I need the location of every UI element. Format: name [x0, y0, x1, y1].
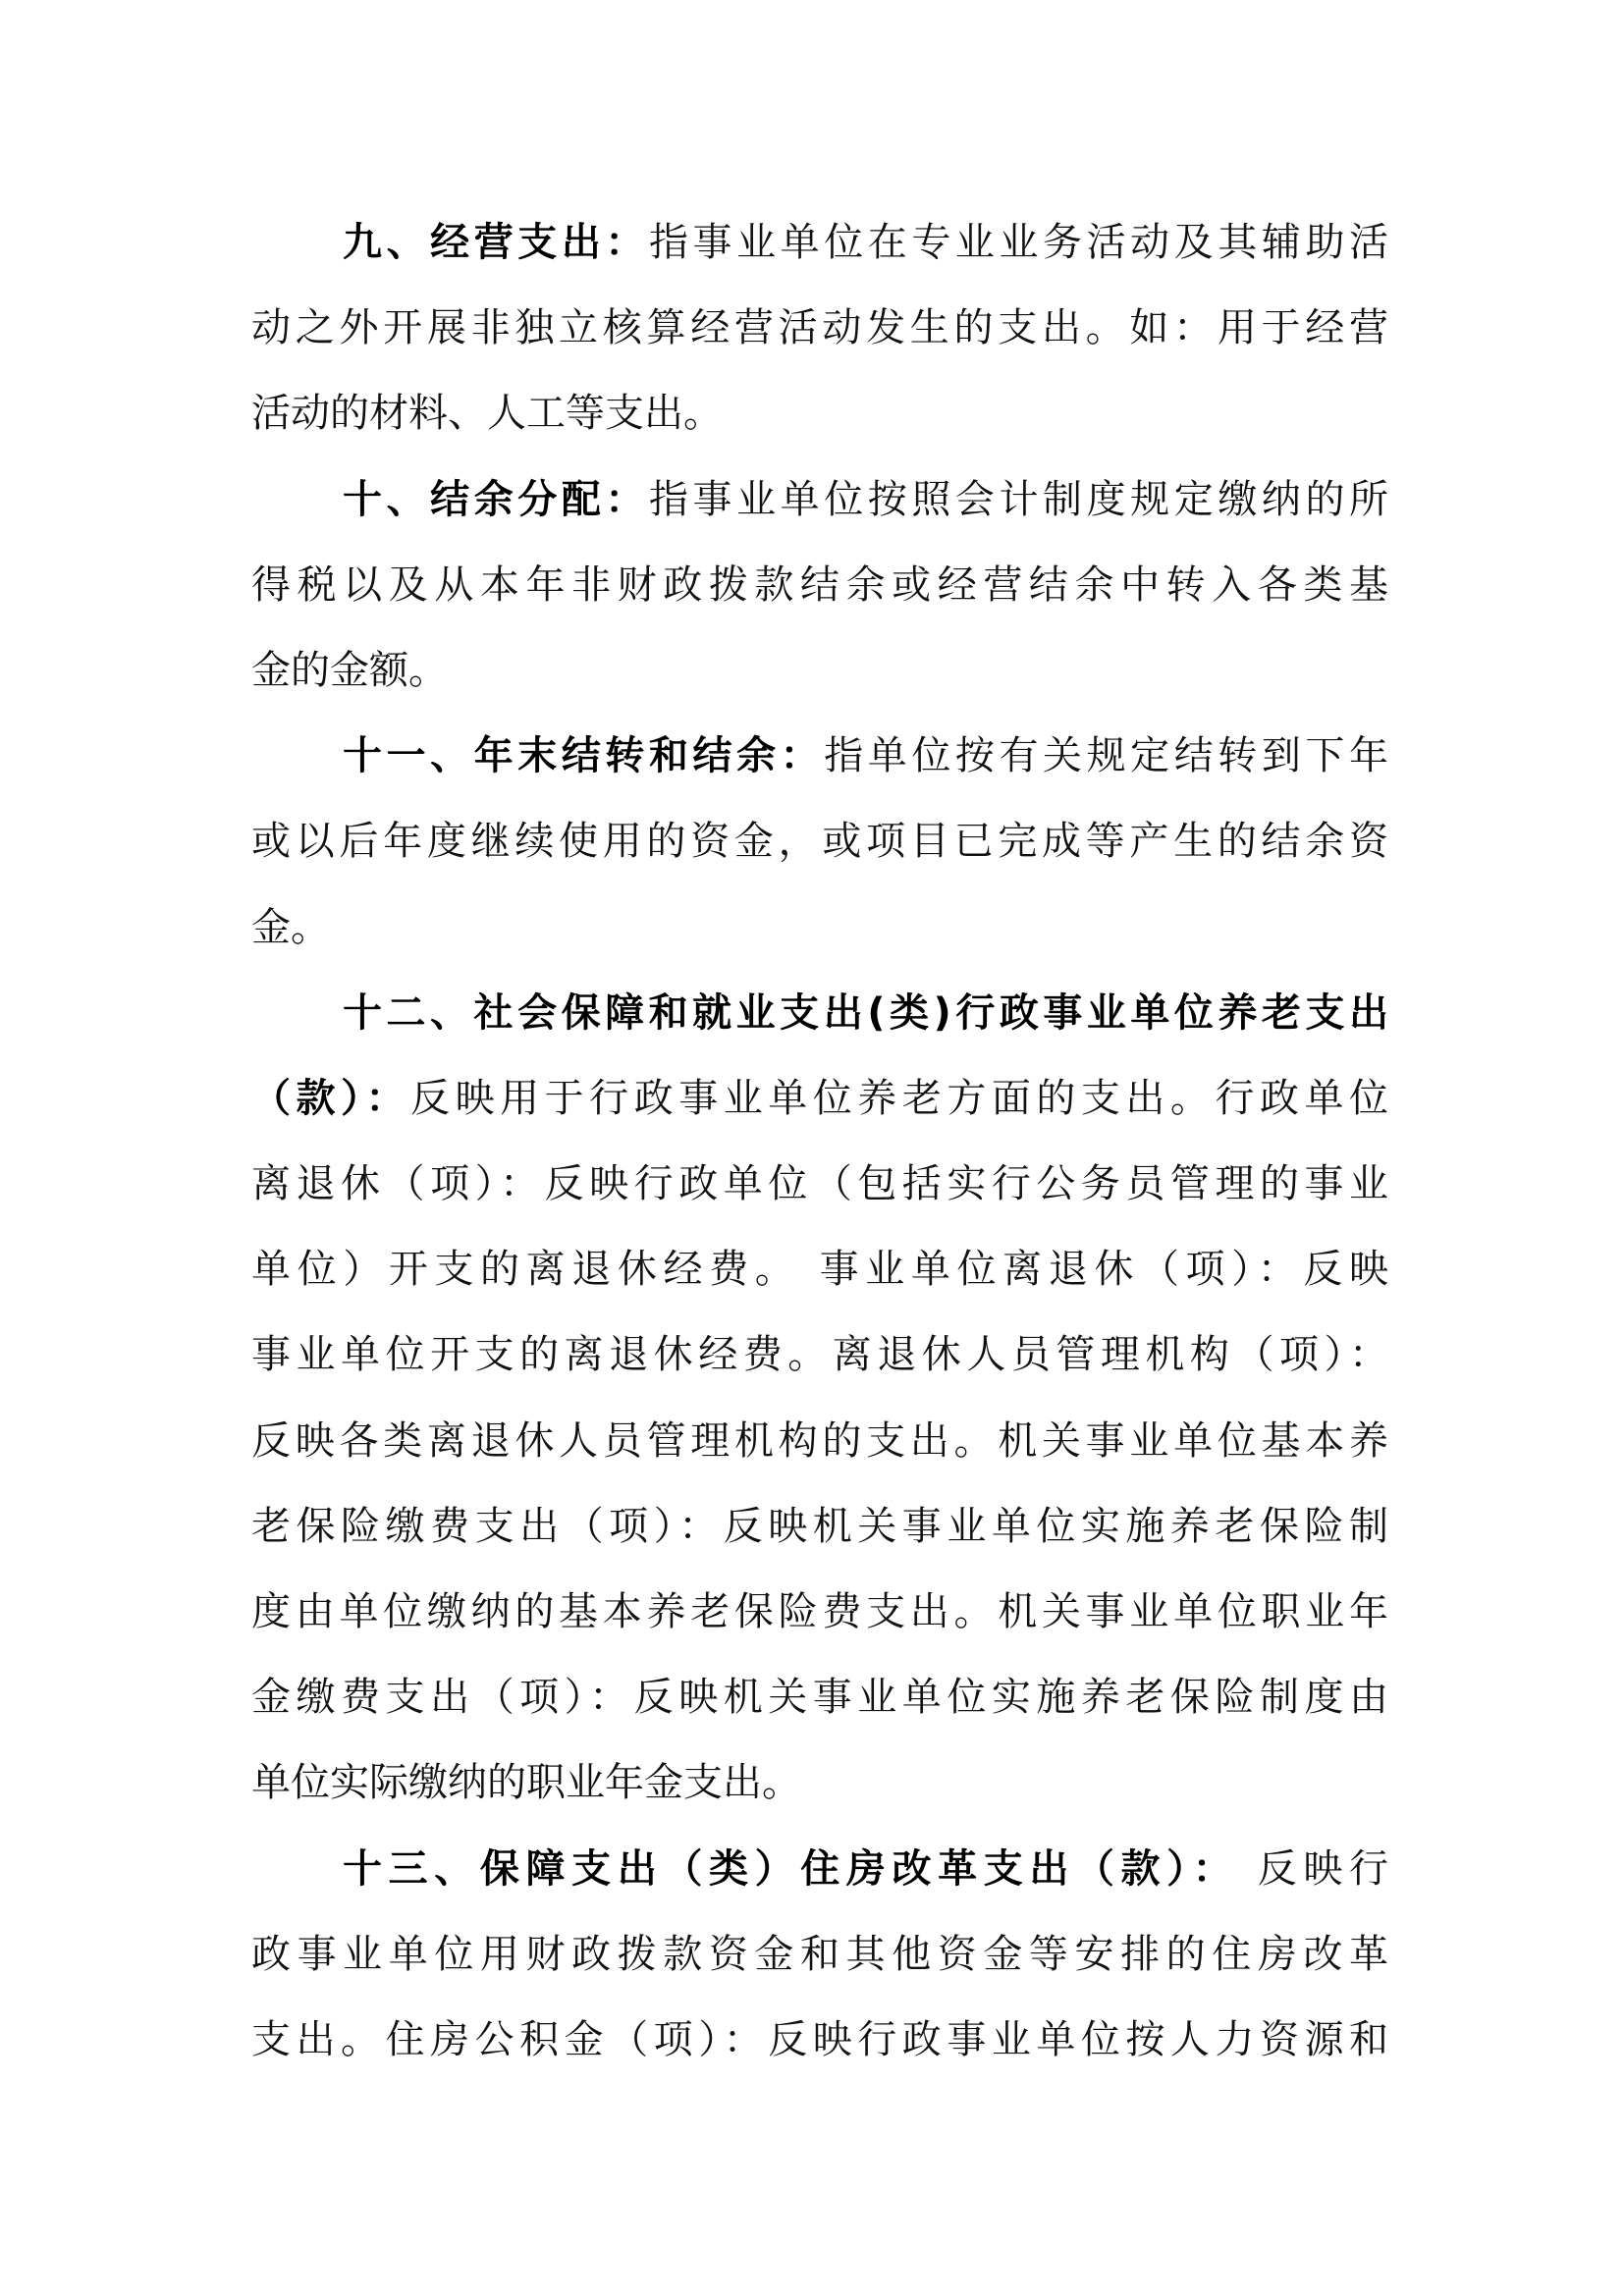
paragraph-heading: 十、结余分配： — [343, 476, 649, 522]
paragraph-text: 反映各类离退休人员管理机构的支出。机关事业单位基本养 — [251, 1417, 1388, 1464]
paragraph-text: 反映用于行政事业单位养老方面的支出。行政单位 — [410, 1075, 1388, 1121]
paragraph-heading: （款）： — [251, 1075, 411, 1121]
paragraph-text: 指事业单位在专业业务活动及其辅助活 — [648, 220, 1388, 265]
document-page — [251, 200, 1388, 2083]
paragraph-line — [251, 1312, 1388, 1398]
paragraph-line — [251, 1655, 1388, 1740]
paragraph-line — [251, 286, 1388, 371]
paragraph-heading: 十三、保障支出（类）住房改革支出（款）： — [343, 1845, 1239, 1892]
paragraph-operating-expenses — [251, 200, 1388, 457]
paragraph-social-security-pension — [251, 971, 1388, 1827]
paragraph-line — [251, 457, 1388, 543]
paragraph-text: 金缴费支出（项）：反映机关事业单位实施养老保险制度由 — [251, 1675, 1388, 1721]
paragraph-text: 反映行 — [1238, 1845, 1388, 1892]
paragraph-surplus-distribution — [251, 457, 1388, 715]
paragraph-line — [251, 543, 1388, 628]
paragraph-text: 指事业单位按照会计制度规定缴纳的所 — [648, 476, 1388, 522]
paragraph-text: 金的金额。 — [251, 647, 448, 693]
paragraph-line — [251, 1484, 1388, 1570]
paragraph-line — [251, 628, 1388, 714]
paragraph-line — [251, 1740, 1388, 1826]
paragraph-line — [251, 885, 1388, 971]
paragraph-heading: 十一、年末结转和结余： — [343, 733, 825, 779]
paragraph-line — [251, 1399, 1388, 1484]
paragraph-housing-reform — [251, 1827, 1388, 2084]
paragraph-heading: 九、经营支出： — [343, 220, 649, 265]
paragraph-text: 度由单位缴纳的基本养老保险费支出。机关事业单位职业年 — [251, 1589, 1388, 1634]
paragraph-line — [251, 714, 1388, 799]
paragraph-line — [251, 1056, 1388, 1142]
paragraph-text: 指单位按有关规定结转到下年 — [824, 733, 1388, 779]
paragraph-line — [251, 1912, 1388, 1998]
paragraph-line — [251, 1227, 1388, 1312]
paragraph-line — [251, 371, 1388, 456]
paragraph-year-end-carryover — [251, 714, 1388, 971]
paragraph-text: 离退休（项）：反映行政单位（包括实行公务员管理的事业 — [251, 1161, 1388, 1207]
paragraph-text: 得税以及从本年非财政拨款结余或经营结余中转入各类基 — [251, 561, 1388, 608]
paragraph-text: 或以后年度继续使用的资金，或项目已完成等产生的结余资 — [251, 819, 1388, 865]
paragraph-line — [251, 1142, 1388, 1227]
paragraph-text: 老保险缴费支出（项）：反映机关事业单位实施养老保险制 — [251, 1503, 1388, 1549]
paragraph-line — [251, 1570, 1388, 1655]
paragraph-text: 金。 — [251, 904, 330, 950]
paragraph-text: 活动的材料、人工等支出。 — [251, 391, 723, 437]
paragraph-line — [251, 1827, 1388, 1912]
paragraph-text: 动之外开展非独立核算经营活动发生的支出。如：用于经营 — [251, 305, 1388, 351]
paragraph-text: 单位实际缴纳的职业年金支出。 — [251, 1760, 801, 1806]
paragraph-line — [251, 971, 1388, 1056]
paragraph-text: 支出。住房公积金（项）：反映行政事业单位按人力资源和 — [251, 2016, 1388, 2062]
paragraph-text: 事业单位开支的离退休经费。离退休人员管理机构（项）： — [251, 1332, 1388, 1378]
paragraph-text: 单位）开支的离退休经费。 事业单位离退休（项）：反映 — [251, 1247, 1388, 1293]
paragraph-heading: 十二、社会保障和就业支出(类)行政事业单位养老支出 — [343, 989, 1388, 1036]
paragraph-line — [251, 1998, 1388, 2083]
paragraph-line — [251, 799, 1388, 884]
paragraph-line — [251, 200, 1388, 286]
paragraph-text: 政事业单位用财政拨款资金和其他资金等安排的住房改革 — [251, 1931, 1388, 1977]
